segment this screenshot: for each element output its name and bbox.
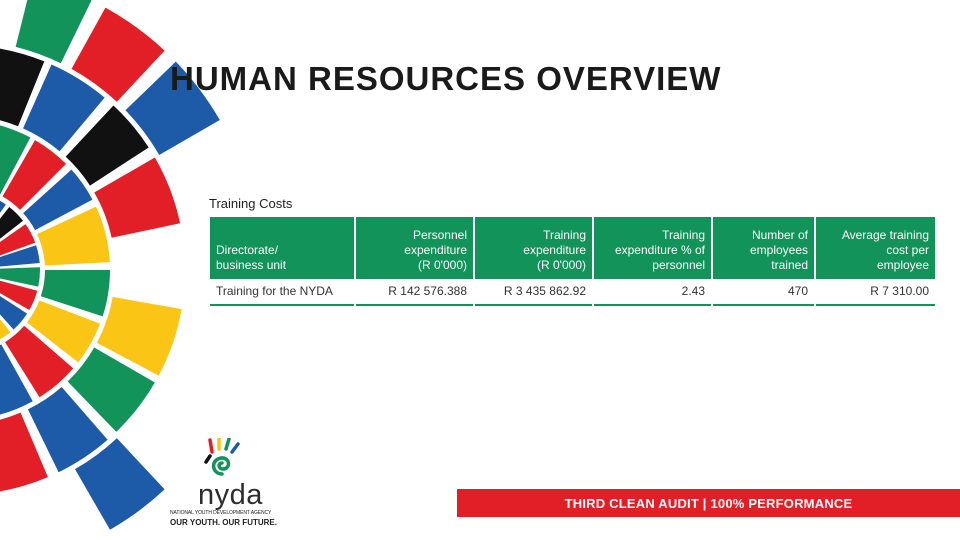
header-line: employee [876, 258, 929, 272]
header-personnel-expenditure [356, 217, 473, 277]
header-employees-trained [713, 217, 814, 277]
table-caption: Training Costs [209, 196, 293, 211]
page-title: HUMAN RESOURCES OVERVIEW [170, 60, 722, 97]
header-line: Number of [751, 228, 808, 242]
header-line: Personnel [412, 228, 467, 242]
header-line: trained [771, 258, 808, 272]
cell-training-percent: 2.43 [594, 277, 711, 306]
header-line: Average training [841, 228, 929, 242]
hand-spiral-icon [204, 438, 248, 480]
table-row [210, 277, 935, 306]
logo-wordmark: nyda [198, 479, 263, 511]
header-average-cost [816, 217, 935, 277]
audit-banner: THIRD CLEAN AUDIT | 100% PERFORMANCE [457, 489, 960, 517]
cell-personnel-expenditure: R 142 576.388 [356, 277, 473, 306]
cell-average-cost: R 7 310.00 [816, 277, 935, 306]
header-line: expenditure % of [614, 243, 705, 257]
header-directorate [210, 217, 354, 277]
cell-training-expenditure: R 3 435 862.92 [475, 277, 592, 306]
header-line: Directorate/ [216, 243, 279, 257]
header-line: expenditure [404, 243, 467, 257]
header-line: (R 0'000) [537, 258, 586, 272]
header-line: personnel [652, 258, 705, 272]
header-line: cost per [886, 243, 929, 257]
header-line: business unit [216, 258, 287, 272]
header-training-percent [594, 217, 711, 277]
cell-employees-trained: 470 [713, 277, 814, 306]
logo-tagline: OUR YOUTH. OUR FUTURE. [170, 518, 277, 527]
table-header-row [210, 217, 935, 277]
cell-directorate: Training for the NYDA [210, 277, 354, 306]
header-line: (R 0'000) [418, 258, 467, 272]
header-line: expenditure [523, 243, 586, 257]
header-training-expenditure [475, 217, 592, 277]
training-costs-table [208, 217, 937, 306]
logo-agency-name: NATIONAL YOUTH DEVELOPMENT AGENCY [170, 510, 272, 516]
header-line: Training [543, 228, 586, 242]
header-line: Training [662, 228, 705, 242]
header-line: employees [749, 243, 808, 257]
nyda-logo [168, 438, 308, 530]
